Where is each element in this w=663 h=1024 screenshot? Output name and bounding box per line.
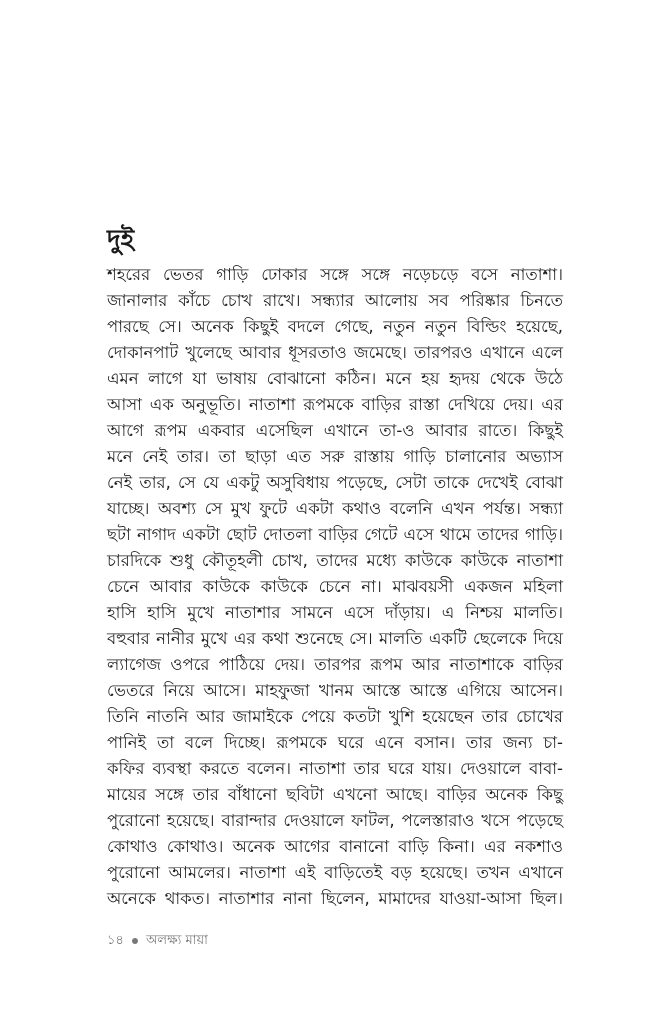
text-line: দোকানপাট খুলেছে আবার ধূসরতাও জমেছে। তারপরও এখানে এলে	[107, 343, 563, 362]
text-line: ছটা নাগাদ একটা ছোট দোতলা বাড়ির গেটে এসে থামে তাদের গাড়ি।	[107, 525, 563, 544]
text-line: পুরোনো হয়েছে। বারান্দার দেওয়ালে ফাটল, পলেস্তারাও খসে পড়েছে	[107, 811, 563, 830]
text-line: পানিই তা বলে দিচ্ছে। রূপমকে ঘরে এনে বসান। তার জন্য চা-	[107, 733, 563, 752]
text-line: ল্যাগেজ ওপরে পাঠিয়ে দেয়। তারপর রূপম আর নাতাশাকে বাড়ির	[107, 655, 563, 674]
text-line: শহরের ভেতর গাড়ি ঢোকার সঙ্গে সঙ্গে নড়েচড়ে বসে নাতাশা।	[107, 265, 563, 284]
text-line: নেই তার, সে যে একটু অসুবিধায় পড়েছে, সেটা তাকে দেখেই বোঝা	[107, 473, 563, 492]
text-line: যাচ্ছে। অবশ্য সে মুখ ফুটে একটা কথাও বলেনি এখন পর্যন্ত। সন্ধ্যা	[107, 499, 563, 518]
text-line: পারছে সে। অনেক কিছুই বদলে গেছে, নতুন নতুন বিল্ডিং হয়েছে,	[107, 317, 563, 336]
text-line: অনেকে থাকত। নাতাশার নানা ছিলেন, মামাদের যাওয়া-আসা ছিল।	[107, 889, 563, 908]
text-line: কফির ব্যবস্থা করতে বলেন। নাতাশা তার ঘরে যায়। দেওয়ালে বাবা-	[107, 759, 563, 778]
text-line: বহুবার নানীর মুখে এর কথা শুনেছে সে। মালতি একটি ছেলেকে দিয়ে	[107, 629, 563, 648]
text-line: ভেতরে নিয়ে আসে। মাহফুজা খানম আস্তে আস্তে এগিয়ে আসেন।	[107, 681, 563, 700]
text-line: জানালার কাঁচে চোখ রাখে। সন্ধ্যার আলোয় সব পরিষ্কার চিনতে	[107, 291, 563, 310]
text-line: এমন লাগে যা ভাষায় বোঝানো কঠিন। মনে হয় হৃদয় থেকে উঠে	[107, 369, 563, 388]
text-line: চারদিকে শুধু কৌতূহলী চোখ, তাদের মধ্যে কাউকে কাউকে নাতাশা	[107, 551, 563, 570]
book-title: অলক্ষ্য মায়া	[146, 933, 208, 948]
text-line: তিনি নাতনি আর জামাইকে পেয়ে কতটা খুশি হয়েছেন তার চোখের	[107, 707, 563, 726]
bullet-dot-icon	[132, 938, 138, 944]
text-line: আগে রূপম একবার এসেছিল এখানে তা-ও আবার রাতে। কিছুই	[107, 421, 563, 440]
text-line: মনে নেই তার। তা ছাড়া এত সরু রাস্তায় গাড়ি চালানোর অভ্যাস	[107, 447, 563, 466]
text-line: হাসি হাসি মুখে নাতাশার সামনে এসে দাঁড়ায়। এ নিশ্চয় মালতি।	[107, 603, 563, 622]
text-line: পুরোনো আমলের। নাতাশা এই বাড়িতেই বড় হয়েছে। তখন এখানে	[107, 863, 563, 882]
page-footer	[107, 932, 208, 950]
text-line: আসা এক অনুভূতি। নাতাশা রূপমকে বাড়ির রাস্তা দেখিয়ে দেয়। এর	[107, 395, 563, 414]
text-line: চেনে আবার কাউকে কাউকে চেনে না। মাঝবয়সী একজন মহিলা	[107, 577, 563, 596]
body-text	[107, 262, 563, 912]
chapter-title: দুই	[107, 225, 135, 255]
page-number: ১৪	[107, 933, 124, 948]
text-line: মায়ের সঙ্গে তার বাঁধানো ছবিটা এখনো আছে। বাড়ির অনেক কিছু	[107, 785, 563, 804]
text-line: কোথাও কোথাও। অনেক আগের বানানো বাড়ি কিনা। এর নকশাও	[107, 837, 563, 856]
